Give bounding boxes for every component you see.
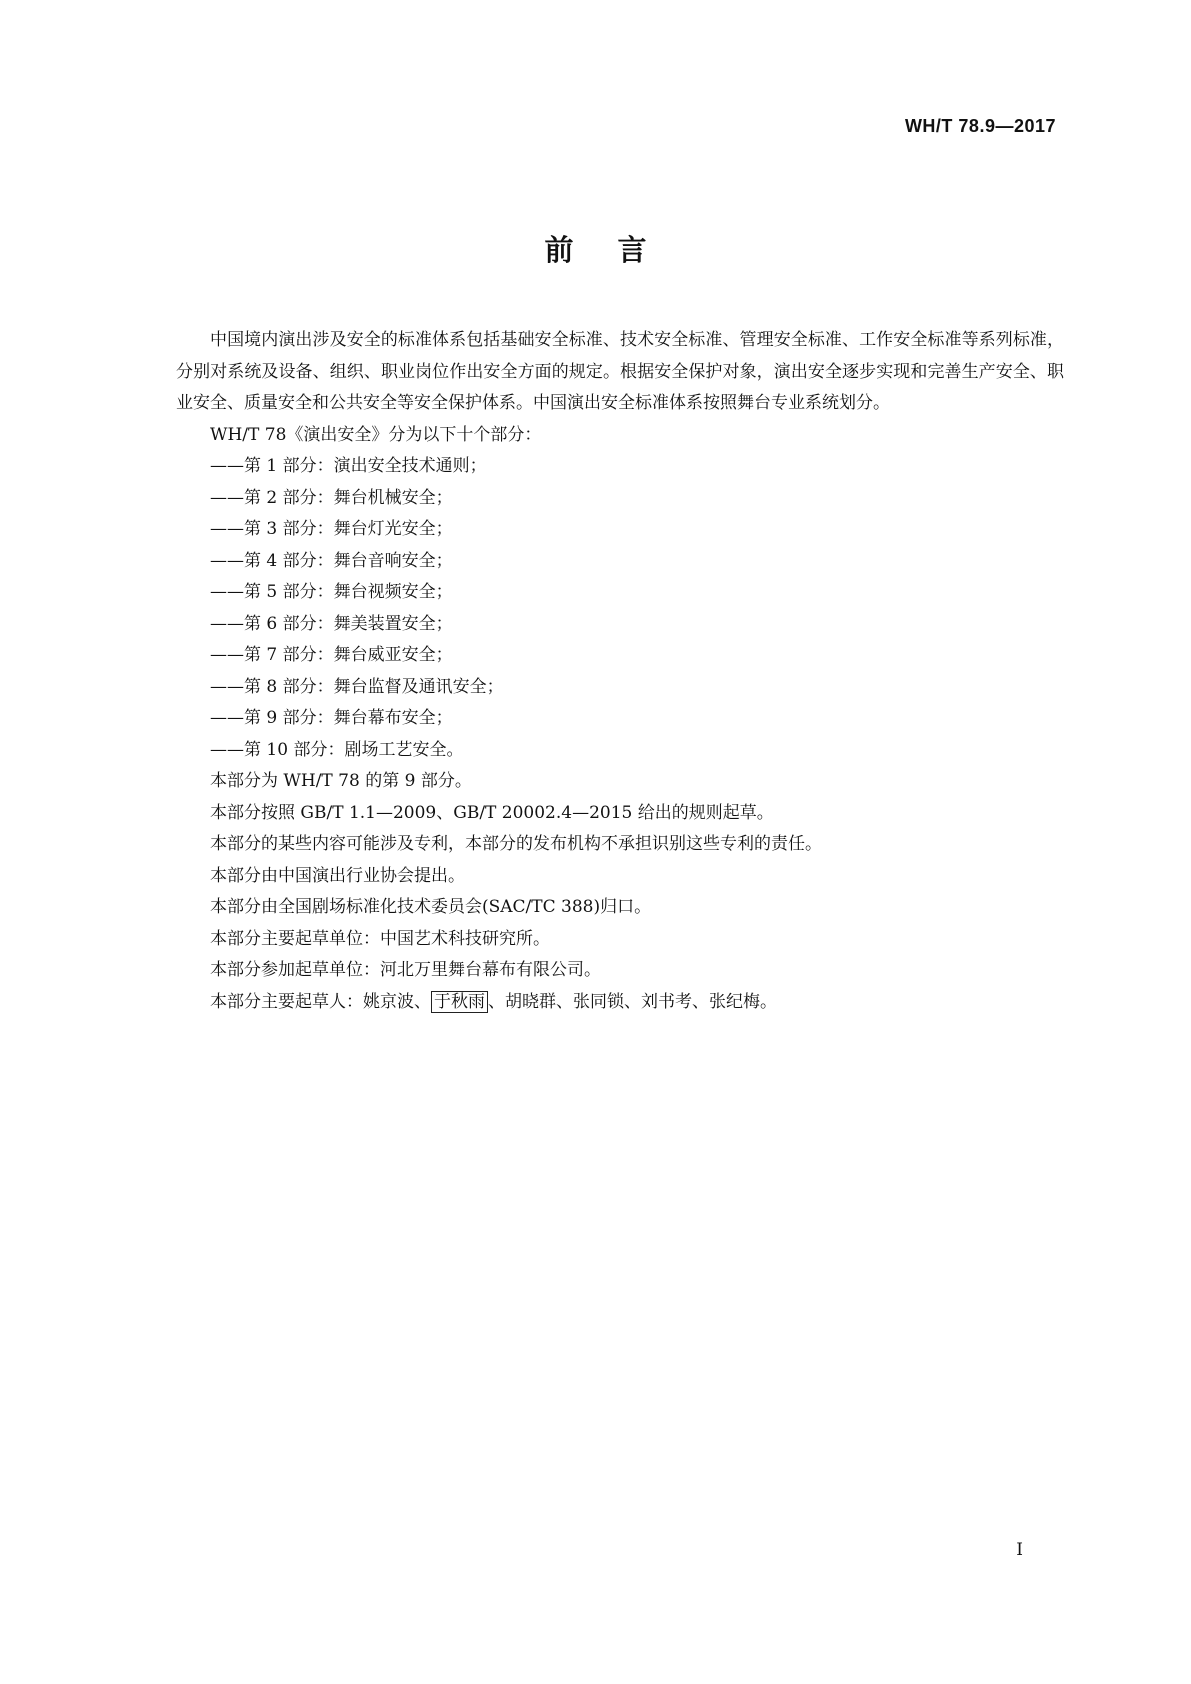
drafters-prefix: 本部分主要起草人：姚京波、 bbox=[210, 991, 431, 1012]
statement-proposer: 本部分由中国演出行业协会提出。 bbox=[210, 865, 465, 886]
drafters-suffix: 、胡晓群、张同锁、刘书考、张纪梅。 bbox=[488, 991, 777, 1012]
part-item: ——第 10 部分：剧场工艺安全。 bbox=[210, 739, 464, 760]
part-item: ——第 8 部分：舞台监督及通讯安全； bbox=[210, 676, 504, 697]
part-item: ——第 1 部分：演出安全技术通则； bbox=[210, 456, 487, 476]
statement-main-drafter-unit: 本部分主要起草单位：中国艺术科技研究所。 bbox=[210, 928, 550, 949]
statement-drafting-rules: 本部分按照 GB/T 1.1—2009、GB/T 20002.4—2015 给出的规则起草。 bbox=[210, 802, 774, 823]
part-item: ——第 4 部分：舞台音响安全； bbox=[210, 550, 453, 571]
standard-number: WH/T 78.9—2017 bbox=[904, 116, 1056, 136]
part-item: ——第 5 部分：舞台视频安全； bbox=[210, 582, 453, 602]
part-item: ——第 3 部分：舞台灯光安全； bbox=[210, 519, 453, 539]
part-item: ——第 2 部分：舞台机械安全； bbox=[210, 487, 453, 508]
part-item: ——第 9 部分：舞台幕布安全； bbox=[210, 708, 453, 728]
statement-drafters bbox=[176, 987, 1064, 1019]
foreword-body bbox=[176, 325, 1064, 1018]
parts-intro: WH/T 78《演出安全》分为以下十个部分： bbox=[210, 424, 542, 445]
statement-committee: 本部分由全国剧场标准化技术委员会(SAC/TC 388)归口。 bbox=[210, 897, 652, 917]
statement-part-number: 本部分为 WH/T 78 的第 9 部分。 bbox=[210, 771, 472, 791]
part-item: ——第 7 部分：舞台威亚安全； bbox=[210, 645, 453, 665]
part-item: ——第 6 部分：舞美装置安全； bbox=[210, 613, 453, 634]
page-number: I bbox=[1016, 1540, 1023, 1560]
page-title: 前言 bbox=[544, 233, 691, 267]
intro-paragraph: 中国境内演出涉及安全的标准体系包括基础安全标准、技术安全标准、管理安全标准、工作安全标准等系列标准，分别对系统及设备、组织、职业岗位作出安全方面的规定。根据安全保护对象，演出安全逐步实现和完善生产安全、职业安全、质量安全和公共安全等安全保护体系。中国演出安全标准体系按照舞台专业系统划分。 bbox=[176, 330, 1064, 413]
statement-participating-unit: 本部分参加起草单位：河北万里舞台幕布有限公司。 bbox=[210, 960, 601, 980]
statement-patent: 本部分的某些内容可能涉及专利，本部分的发布机构不承担识别这些专利的责任。 bbox=[210, 834, 822, 854]
highlighted-drafter-name: 于秋雨 bbox=[431, 991, 488, 1013]
